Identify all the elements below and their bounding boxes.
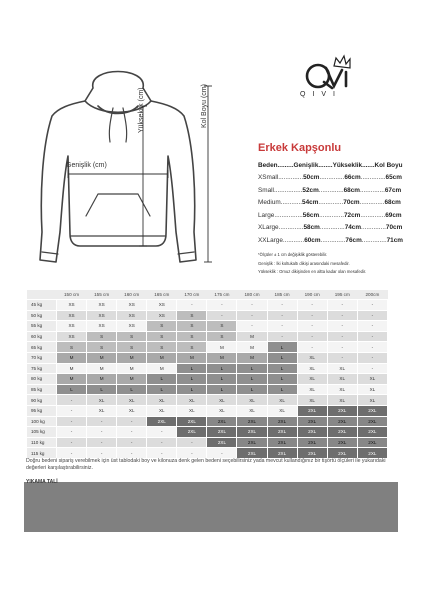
size-cell: S <box>177 310 207 321</box>
arm-value: 65cm <box>385 174 402 181</box>
dot-leader: .............. <box>318 186 344 194</box>
size-cell: - <box>177 437 207 448</box>
height-column-header: 165 cm <box>147 290 177 300</box>
size-cell: XL <box>117 405 147 416</box>
table-row <box>27 437 388 448</box>
size-guide-row <box>258 174 402 181</box>
hoodie-illustration <box>18 56 218 276</box>
size-cell: M <box>117 363 147 374</box>
weight-row-header: 70 kg <box>27 352 57 363</box>
size-cell: - <box>327 331 357 342</box>
dot-leader: ............ <box>280 199 303 207</box>
brand-wordmark: QIVI <box>300 91 343 98</box>
size-cell: 2XL <box>207 416 237 427</box>
size-name: Large <box>258 211 275 219</box>
size-cell: XS <box>87 321 117 332</box>
size-cell: L <box>177 384 207 395</box>
height-measure-label: Yükseklik (cm) <box>138 87 145 133</box>
size-cell: L <box>57 384 87 395</box>
size-cell: 2XL <box>237 416 267 427</box>
height-column-header: 155 cm <box>87 290 117 300</box>
arm-value: 71cm <box>386 237 403 244</box>
size-name: Medium <box>258 199 281 207</box>
table-row <box>27 363 388 374</box>
size-cell: XL <box>147 395 177 406</box>
size-name: XSmall <box>258 174 279 181</box>
size-cell: L <box>207 363 237 374</box>
size-cell: M <box>207 352 237 363</box>
size-cell: XL <box>267 405 297 416</box>
table-corner-cell <box>27 290 57 300</box>
size-cell: 2XL <box>207 427 237 438</box>
size-cell: XS <box>57 331 87 342</box>
size-cell: 2XL <box>177 416 207 427</box>
table-row <box>27 331 388 342</box>
size-cell: XL <box>297 374 327 385</box>
weight-row-header: 80 kg <box>27 374 57 385</box>
size-guide-row <box>258 224 402 231</box>
size-cell: - <box>87 437 117 448</box>
size-guide-row <box>258 237 403 244</box>
size-cell: XS <box>57 310 87 321</box>
height-column-header: 200cm <box>357 290 387 300</box>
dot-leader: .............. <box>361 224 386 232</box>
dot-leader: .............. <box>359 199 385 207</box>
dot-leader: .............. <box>278 224 304 232</box>
size-cell: - <box>327 342 357 353</box>
size-cell: L <box>207 374 237 385</box>
width-value: 60cm <box>304 237 321 244</box>
weight-row-header: 60 kg <box>27 331 57 342</box>
size-cell: 2XL <box>327 416 357 427</box>
weight-row-header: 50 kg <box>27 310 57 321</box>
size-name: XXLarge <box>258 237 283 244</box>
crown-icon <box>334 56 350 68</box>
size-cell: S <box>147 321 177 332</box>
size-cell: XL <box>87 405 117 416</box>
size-cell: 2XL <box>267 437 297 448</box>
weight-row-header: 75 kg <box>27 363 57 374</box>
dot-leader: ............ <box>282 237 305 244</box>
height-column-header: 185 cm <box>267 290 297 300</box>
size-cell: 2XL <box>297 437 327 448</box>
size-cell: 2XL <box>297 448 327 459</box>
size-name: XLarge <box>258 224 279 232</box>
size-cell: - <box>207 300 237 311</box>
size-cell: - <box>357 352 387 363</box>
size-cell: - <box>327 300 357 311</box>
height-column-header: 180 cm <box>237 290 267 300</box>
width-value: 50cm <box>303 174 320 181</box>
table-row <box>27 384 388 395</box>
size-cell: S <box>117 342 147 353</box>
size-cell: XL <box>117 395 147 406</box>
size-cell: XL <box>327 363 357 374</box>
size-cell: L <box>177 374 207 385</box>
table-row <box>27 321 388 332</box>
size-cell: - <box>147 427 177 438</box>
height-value: 76cm <box>345 237 362 244</box>
size-cell: 2XL <box>177 427 207 438</box>
size-cell: - <box>327 310 357 321</box>
size-cell: - <box>357 321 387 332</box>
size-cell: - <box>237 300 267 311</box>
size-cell: XS <box>117 310 147 321</box>
size-cell: 2XL <box>327 448 357 459</box>
size-cell: L <box>267 374 297 385</box>
size-cell: L <box>147 374 177 385</box>
dot-leader: .............. <box>318 199 344 207</box>
size-cell: - <box>327 321 357 332</box>
size-guide-header: Beden.........Genişlik........Yükseklik.......Kol Boyu <box>258 162 403 169</box>
size-cell: L <box>207 384 237 395</box>
size-cell: - <box>357 300 387 311</box>
height-value: 74cm <box>344 224 362 232</box>
size-cell: 2XL <box>267 448 297 459</box>
size-cell: - <box>57 416 87 427</box>
size-cell: 2XL <box>237 448 267 459</box>
size-cell: L <box>237 374 267 385</box>
size-cell: - <box>117 437 147 448</box>
weight-row-header: 100 kg <box>27 416 57 427</box>
size-cell: - <box>87 427 117 438</box>
size-cell: - <box>357 331 387 342</box>
size-cell: 2XL <box>357 437 387 448</box>
size-cell: 2XL <box>267 427 297 438</box>
size-cell: S <box>57 342 87 353</box>
size-cell: M <box>177 352 207 363</box>
size-cell: 2XL <box>357 416 387 427</box>
size-cell: M <box>87 352 117 363</box>
size-guide-row <box>258 212 402 219</box>
arm-length-measure-label: Kol Boyu (cm) <box>201 84 208 128</box>
size-cell: 2XL <box>207 437 237 448</box>
size-cell: - <box>57 448 87 459</box>
size-cell: - <box>57 395 87 406</box>
size-guide-row <box>258 199 401 206</box>
size-cell: XL <box>207 405 237 416</box>
arm-value: 68cm <box>384 199 401 207</box>
weight-row-header: 95 kg <box>27 405 57 416</box>
size-cell: S <box>87 331 117 342</box>
size-cell: 2XL <box>357 405 387 416</box>
size-cell: M <box>147 352 177 363</box>
size-cell: XL <box>177 405 207 416</box>
height-column-header: 160 cm <box>117 290 147 300</box>
arm-value: 67cm <box>384 186 402 194</box>
size-cell: L <box>237 363 267 374</box>
size-cell: L <box>237 384 267 395</box>
table-row <box>27 448 388 459</box>
size-cell: - <box>267 310 297 321</box>
size-cell: XS <box>57 300 87 311</box>
size-cell: XL <box>297 395 327 406</box>
size-cell: XL <box>327 384 357 395</box>
size-cell: - <box>357 363 387 374</box>
size-cell: XL <box>237 395 267 406</box>
size-cell: 2XL <box>327 427 357 438</box>
size-cell: M <box>117 374 147 385</box>
size-guide-title: Erkek Kapşonlu <box>258 142 342 154</box>
size-cell: - <box>267 300 297 311</box>
size-cell: S <box>147 331 177 342</box>
size-cell: S <box>117 331 147 342</box>
size-cell: - <box>207 448 237 459</box>
size-cell: S <box>177 321 207 332</box>
size-cell: M <box>147 363 177 374</box>
arm-value: 69cm <box>385 211 402 219</box>
size-cell: L <box>267 352 297 363</box>
size-cell: S <box>207 331 237 342</box>
weight-row-header: 65 kg <box>27 342 57 353</box>
size-cell: XL <box>327 374 357 385</box>
dot-leader: .............. <box>361 237 387 244</box>
size-cell: 2XL <box>357 448 387 459</box>
weight-row-header: 45 kg <box>27 300 57 311</box>
size-cell: S <box>177 331 207 342</box>
size-cell: M <box>207 342 237 353</box>
size-cell: - <box>147 437 177 448</box>
size-cell: L <box>177 363 207 374</box>
size-cell: L <box>267 363 297 374</box>
table-row <box>27 374 388 385</box>
table-row <box>27 352 388 363</box>
size-cell: - <box>297 310 327 321</box>
size-cell: - <box>327 352 357 363</box>
height-column-header: 195 cm <box>327 290 357 300</box>
weight-row-header: 90 kg <box>27 395 57 406</box>
dot-leader: .............. <box>359 186 385 194</box>
table-row <box>27 300 388 311</box>
washing-instructions-panel <box>24 482 398 532</box>
height-value: 66cm <box>344 174 361 181</box>
weight-row-header: 110 kg <box>27 437 57 448</box>
size-cell: M <box>57 363 87 374</box>
size-cell: - <box>117 448 147 459</box>
size-cell: XS <box>87 300 117 311</box>
size-cell: 2XL <box>147 416 177 427</box>
weight-row-header: 115 kg <box>27 448 57 459</box>
size-cell: - <box>237 321 267 332</box>
size-cell: - <box>357 342 387 353</box>
size-cell: XS <box>147 300 177 311</box>
size-cell: - <box>177 300 207 311</box>
size-cell: XS <box>117 321 147 332</box>
dot-leader: .............. <box>360 211 386 219</box>
size-cell: S <box>87 342 117 353</box>
size-guide-note: Yükseklik : Omuz dikişinden en altta kadar olan mesafedir. <box>258 269 367 274</box>
size-cell: - <box>297 300 327 311</box>
height-value: 70cm <box>343 199 360 207</box>
size-cell: - <box>57 427 87 438</box>
height-value: 68cm <box>343 186 360 194</box>
size-cell: S <box>147 342 177 353</box>
size-cell: L <box>87 384 117 395</box>
size-cell: 2XL <box>297 416 327 427</box>
size-cell: XL <box>357 384 387 395</box>
size-cell: XL <box>237 405 267 416</box>
table-row <box>27 416 388 427</box>
size-cell: L <box>117 384 147 395</box>
table-row <box>27 310 388 321</box>
size-cell: XL <box>147 405 177 416</box>
dot-leader: ................ <box>273 186 303 194</box>
table-row <box>27 395 388 406</box>
table-row <box>27 342 388 353</box>
size-cell: XS <box>117 300 147 311</box>
size-cell: 2XL <box>237 427 267 438</box>
table-header-row <box>27 290 388 300</box>
size-cell: 2XL <box>357 427 387 438</box>
size-cell: - <box>237 310 267 321</box>
height-value: 72cm <box>344 211 361 219</box>
size-chart-table <box>26 290 388 459</box>
size-cell: XL <box>297 384 327 395</box>
size-cell: XL <box>357 395 387 406</box>
width-measure-label: Genişlik (cm) <box>66 162 107 169</box>
width-value: 56cm <box>302 211 320 219</box>
size-cell: - <box>57 437 87 448</box>
size-cell: - <box>117 427 147 438</box>
size-cell: M <box>57 374 87 385</box>
arm-value: 70cm <box>385 224 403 232</box>
height-column-header: 170 cm <box>177 290 207 300</box>
size-cell: - <box>177 448 207 459</box>
size-cell: XL <box>327 395 357 406</box>
size-cell: L <box>267 342 297 353</box>
size-cell: M <box>117 352 147 363</box>
size-cell: 2XL <box>297 405 327 416</box>
size-cell: XL <box>177 395 207 406</box>
width-value: 52cm <box>302 186 319 194</box>
size-cell: - <box>57 405 87 416</box>
width-value: 54cm <box>302 199 319 207</box>
size-cell: 2XL <box>237 437 267 448</box>
size-cell: - <box>207 310 237 321</box>
dot-leader: ................ <box>274 211 303 219</box>
size-cell: - <box>147 448 177 459</box>
size-cell: - <box>357 310 387 321</box>
size-cell: - <box>87 416 117 427</box>
size-cell: S <box>207 321 237 332</box>
size-guide-note: Genişlik : İki koltukaltı dikişi arasındaki mesafedir. <box>258 260 350 266</box>
dot-leader: .............. <box>319 211 344 219</box>
width-value: 58cm <box>303 224 320 232</box>
size-guide-note: *Ölçüler ± 1 cm değişiklik gösterebilir. <box>258 252 328 257</box>
size-cell: 2XL <box>297 427 327 438</box>
size-cell: - <box>87 448 117 459</box>
height-column-header: 190 cm <box>297 290 327 300</box>
weight-row-header: 85 kg <box>27 384 57 395</box>
size-name: Small <box>258 186 274 194</box>
dot-leader: .............. <box>278 174 304 181</box>
size-cell: - <box>267 331 297 342</box>
size-cell: XL <box>207 395 237 406</box>
height-column-header: 175 cm <box>207 290 237 300</box>
size-cell: S <box>177 342 207 353</box>
weight-row-header: 55 kg <box>27 321 57 332</box>
size-cell: XS <box>57 321 87 332</box>
washing-instructions-title: YIKAMA TALİ <box>26 479 58 485</box>
dot-leader: .............. <box>320 237 346 244</box>
size-cell: M <box>237 352 267 363</box>
weight-row-header: 105 kg <box>27 427 57 438</box>
size-cell: - <box>297 342 327 353</box>
size-cell: M <box>57 352 87 363</box>
size-advice-note: Doğru bedeni sipariş verebilmek için üst tablodaki boy ve kilonuza denk gelen bedeni seçebilirsiniz yada mevcut kullandığınız bir tişörtü ölçüleri ile yukarıdaki değerleri karşılaştırabilirsiniz. <box>26 458 386 471</box>
table-row <box>27 405 388 416</box>
dot-leader: .............. <box>360 174 386 181</box>
size-cell: XL <box>357 374 387 385</box>
height-column-header: 150 cm <box>57 290 87 300</box>
size-cell: 2XL <box>327 405 357 416</box>
size-cell: XL <box>297 363 327 374</box>
qivi-logo <box>288 52 368 112</box>
size-guide-row <box>258 187 401 194</box>
size-cell: M <box>87 374 117 385</box>
size-cell: M <box>87 363 117 374</box>
size-cell: 2XL <box>327 437 357 448</box>
size-cell: XL <box>297 352 327 363</box>
size-cell: - <box>297 331 327 342</box>
size-cell: 2XL <box>267 416 297 427</box>
size-cell: M <box>237 331 267 342</box>
size-cell: - <box>297 321 327 332</box>
size-cell: - <box>267 321 297 332</box>
dot-leader: .............. <box>319 224 345 232</box>
size-cell: L <box>147 384 177 395</box>
size-cell: XS <box>87 310 117 321</box>
size-cell: XL <box>87 395 117 406</box>
size-cell: XS <box>147 310 177 321</box>
size-cell: M <box>237 342 267 353</box>
size-cell: - <box>117 416 147 427</box>
size-cell: L <box>267 384 297 395</box>
table-row <box>27 427 388 438</box>
dot-leader: .............. <box>319 174 345 181</box>
size-cell: XL <box>267 395 297 406</box>
